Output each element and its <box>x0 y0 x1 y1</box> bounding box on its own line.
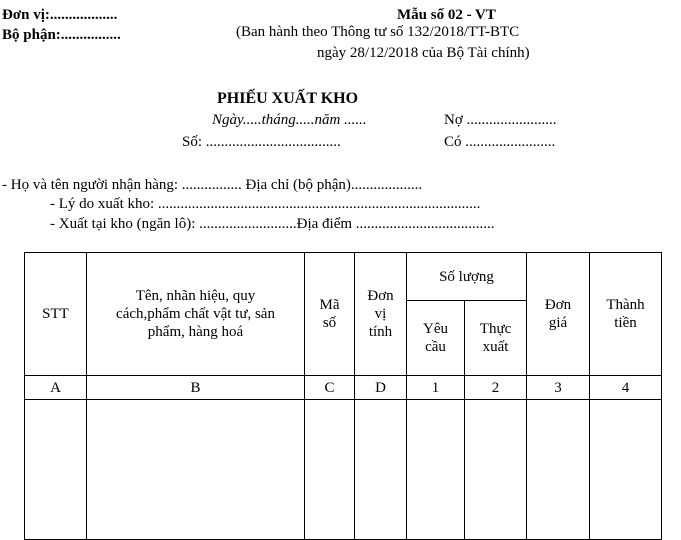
header-item-name-line3: phẩm, hàng hoá <box>147 324 244 340</box>
empty-cell <box>527 400 590 540</box>
index-cell: A <box>25 376 87 400</box>
empty-cell <box>407 400 465 540</box>
header-code-line2: số <box>322 315 337 331</box>
header-requested <box>407 301 465 376</box>
empty-cell <box>590 400 662 540</box>
receiver-line: - Họ và tên người nhận hàng: ................ Địa chỉ (bộ phận)................... <box>2 177 423 193</box>
header-actual <box>465 301 527 376</box>
empty-cell <box>355 400 407 540</box>
index-cell: C <box>305 376 355 400</box>
index-cell: B <box>87 376 305 400</box>
header-actual-line1: Thực <box>479 321 512 337</box>
header-unit-price-line2: giá <box>548 315 568 331</box>
debit-line: Nợ ........................ <box>444 112 557 128</box>
header-quantity-label: Số lượng <box>439 268 494 285</box>
unit-label: Đơn vị:.................. <box>2 7 118 23</box>
header-amount-line1: Thành <box>606 297 645 313</box>
index-cell: 2 <box>465 376 527 400</box>
header-stt-label: STT <box>42 306 69 322</box>
warehouse-line: - Xuất tại kho (ngăn lô): ..........................Địa điểm ..................................... <box>50 216 495 232</box>
header-amount-line2: tiền <box>614 315 637 331</box>
header-unit-line3: tính <box>368 324 393 340</box>
header-item-name <box>87 253 305 376</box>
header-code-line1: Mã <box>319 297 340 313</box>
date-line: Ngày.....tháng.....năm ...... <box>212 112 367 128</box>
header-unit-line2: vị <box>374 306 387 322</box>
header-quantity <box>407 253 527 301</box>
header-stt <box>25 253 87 376</box>
empty-cell <box>87 400 305 540</box>
number-line: Số: .................................... <box>182 134 341 150</box>
department-label: Bộ phận:................ <box>2 27 121 43</box>
empty-cell <box>465 400 527 540</box>
empty-cell <box>25 400 87 540</box>
header-unit-price-line1: Đơn <box>544 297 572 313</box>
index-cell: 3 <box>527 376 590 400</box>
form-code: Mẫu số 02 - VT <box>397 7 496 23</box>
table-row <box>25 400 662 540</box>
header-requested-line2: cầu <box>425 339 446 355</box>
header-code <box>305 253 355 376</box>
issued-by-line2: ngày 28/12/2018 của Bộ Tài chính) <box>317 45 530 61</box>
header-item-name-line2: cách,phẩm chất vật tư, sản <box>116 306 275 322</box>
index-cell: 1 <box>407 376 465 400</box>
empty-cell <box>305 400 355 540</box>
header-item-name-line1: Tên, nhãn hiệu, quy <box>135 288 256 304</box>
items-table <box>24 252 662 540</box>
header-unit <box>355 253 407 376</box>
header-unit-price <box>527 253 590 376</box>
document-title: PHIẾU XUẤT KHO <box>217 90 359 107</box>
header-amount <box>590 253 662 376</box>
reason-line: - Lý do xuất kho: ...................................................................................... <box>50 196 481 212</box>
credit-line: Có ........................ <box>444 134 556 150</box>
index-cell: D <box>355 376 407 400</box>
issued-by-line1: (Ban hành theo Thông tư số 132/2018/TT-BTC <box>236 24 520 40</box>
header-requested-line1: Yêu <box>423 321 448 337</box>
header-actual-line2: xuất <box>482 339 509 355</box>
header-unit-line1: Đơn <box>367 288 394 304</box>
index-row <box>25 376 662 400</box>
index-cell: 4 <box>590 376 662 400</box>
